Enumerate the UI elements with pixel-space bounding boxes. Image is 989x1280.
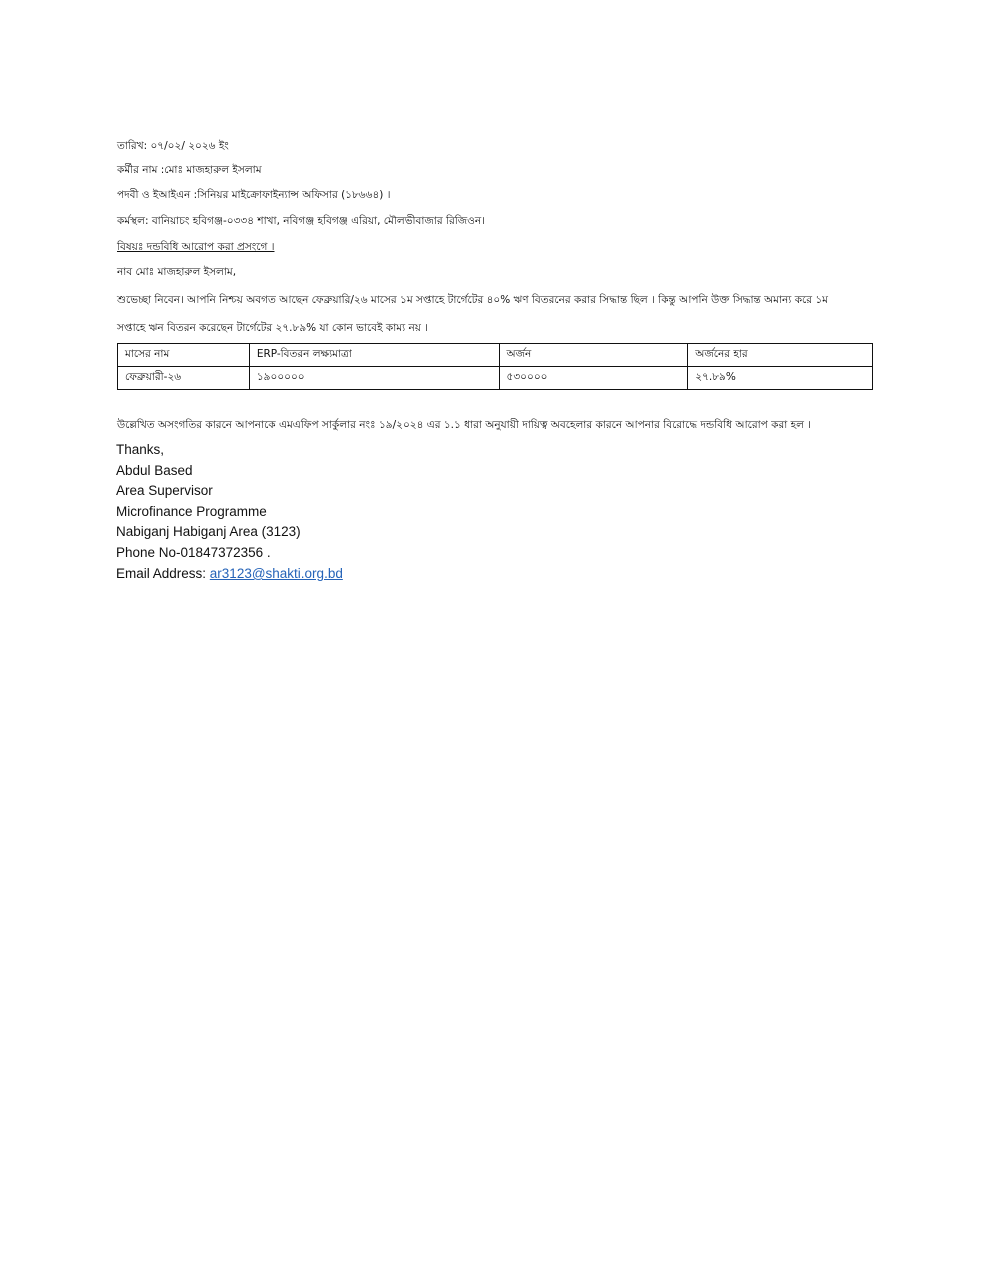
letter-salutation: নাব মোঃ মাজহারুল ইসলাম,	[117, 266, 237, 278]
employee-name: কর্মীর নাম :মোঃ মাজহারুল ইসলাম	[117, 164, 262, 176]
signature-title: Area Supervisor	[116, 483, 213, 498]
table-cell-target: ১৯০০০০০	[249, 367, 499, 390]
signature-programme: Microfinance Programme	[116, 504, 267, 519]
letter-body-line-2: সপ্তাহে ঋন বিতরন করেছেন টার্গেটের ২৭.৮৯% যা কোন ভাবেই কাম্য নয় ।	[117, 322, 429, 334]
signature-name: Abdul Based	[116, 463, 193, 478]
signature-thanks: Thanks,	[116, 442, 165, 457]
employee-workplace: কর্মস্থল: বানিয়াচং হবিগঞ্জ-০৩৩৪ শাখা, নবিগঞ্জ হবিগঞ্জ এরিয়া, মৌলভীবাজার রিজিওন।	[117, 215, 485, 227]
table-row	[118, 367, 873, 390]
signature-phone: Phone No-01847372356 .	[116, 545, 271, 560]
email-link[interactable]: ar3123@shakti.org.bd	[209, 566, 343, 581]
letter-date: তারিখ: ০৭/০২/ ২০২৬ ইং	[117, 140, 229, 152]
table-header-cell: মাসের নাম	[118, 344, 250, 367]
employee-designation: পদবী ও ইআইএন :সিনিয়র মাইক্রোফাইন্যান্স অফিসার (১৮৬৬৪) ।	[117, 189, 391, 201]
letter-body-line-1: শুভেচ্ছা নিবেন। আপনি নিশ্চয় অবগত আছেন ফেব্রুয়ারি/২৬ মাসের ১ম সপ্তাহে টার্গেটের ৪০% ঋণ বিতরনের করার সিদ্ধান্ত ছিল । কিন্তু আপনি উক্ত সিদ্ধান্ত অমান্য করে ১ম	[117, 294, 829, 306]
letter-subject: বিষয়ঃ দন্ডবিধি আরোপ করা প্রসংগে ।	[117, 241, 275, 253]
table-cell-achievement: ৫৩০০০০	[499, 367, 688, 390]
table-cell-month: ফেব্রুয়ারী-২৬	[118, 367, 250, 390]
target-achievement-table	[117, 343, 873, 390]
signature-area: Nabiganj Habiganj Area (3123)	[116, 524, 301, 539]
table-header-cell: অর্জনের হার	[688, 344, 873, 367]
table-header-cell: অর্জন	[499, 344, 688, 367]
signature-email-line	[116, 565, 343, 583]
table-header-cell: ERP-বিতরন লক্ষ্যমাত্রা	[249, 344, 499, 367]
table-cell-rate: ২৭.৮৯%	[688, 367, 873, 390]
table-header-row	[118, 344, 873, 367]
email-label: Email Address:	[116, 566, 210, 581]
letter-closing-line: উল্লেখিত অসংগতির কারনে আপনাকে এমএফিপ সার্কুলার নংঃ ১৯/২০২৪ এর ১.১ ধারা অনুযায়ী দায়িত্ব অবহেলার কারনে আপনার বিরোদ্ধে দন্ডবিধি আরোপ করা হল ।	[117, 419, 812, 431]
